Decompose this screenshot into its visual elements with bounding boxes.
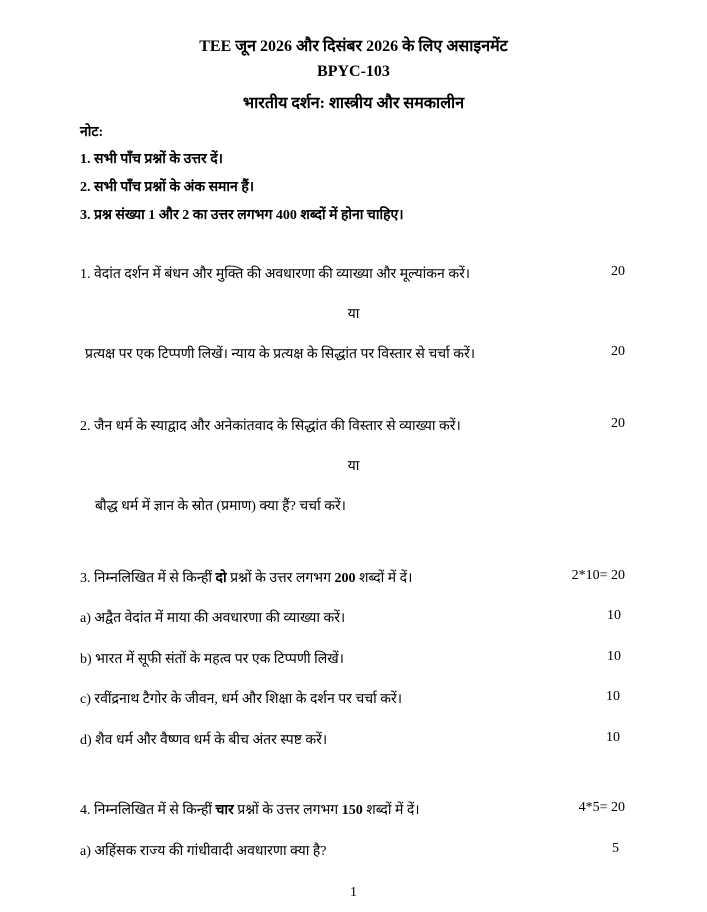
question-1-alt-marks: 20 bbox=[611, 344, 625, 359]
question-4a-marks: 5 bbox=[612, 841, 619, 856]
question-3-word-limit: 200 bbox=[334, 571, 356, 586]
question-4-pre: 4. निम्नलिखित में से किन्हीं bbox=[80, 803, 216, 818]
question-1-alt-text: प्रत्यक्ष पर एक टिप्पणी लिखें। न्याय के प्रत्यक्ष के सिद्धांत पर विस्तार से चर्चा करें। bbox=[85, 347, 476, 362]
question-4-post: शब्दों में दें। bbox=[362, 803, 420, 818]
note-item-2: 2. सभी पाँच प्रश्नों के अंक समान हैं। bbox=[80, 180, 255, 195]
note-label: नोट: bbox=[80, 125, 104, 140]
course-name: भारतीय दर्शन: शास्त्रीय और समकालीन bbox=[242, 95, 465, 112]
question-3d-text: d) शैव धर्म और वैष्णव धर्म के बीच अंतर स्पष्ट करें। bbox=[80, 733, 328, 748]
page-number: 1 bbox=[350, 885, 357, 900]
question-3-count: दो bbox=[215, 571, 227, 586]
question-3-pre: 3. निम्नलिखित में से किन्हीं bbox=[80, 571, 216, 586]
question-2-text: 2. जैन धर्म के स्याद्वाद और अनेकांतवाद के सिद्धांत की विस्तार से व्याख्या करें। bbox=[80, 419, 461, 434]
question-3a-marks: 10 bbox=[607, 608, 621, 623]
question-2-marks: 20 bbox=[611, 416, 625, 431]
question-4-mid: प्रश्नों के उत्तर लगभग bbox=[233, 803, 342, 818]
note-item-3: 3. प्रश्न संख्या 1 और 2 का उत्तर लगभग 400 शब्दों में होना चाहिए। bbox=[80, 208, 404, 223]
question-1-or: या bbox=[347, 307, 360, 322]
assignment-title: TEE जून 2026 और दिसंबर 2026 के लिए असाइनमेंट bbox=[199, 38, 508, 55]
question-3c-marks: 10 bbox=[606, 689, 620, 704]
question-1-marks: 20 bbox=[611, 264, 625, 279]
question-3a-text: a) अद्वैत वेदांत में माया की अवधारणा की व्याख्या करें। bbox=[80, 611, 346, 626]
question-4-text bbox=[80, 800, 420, 819]
question-3-marks: 2*10= 20 bbox=[571, 568, 625, 583]
question-3c-text: c) रवींद्रनाथ टैगोर के जीवन, धर्म और शिक्षा के दर्शन पर चर्चा करें। bbox=[80, 692, 403, 707]
note-item-1: 1. सभी पाँच प्रश्नों के उत्तर दें। bbox=[80, 152, 223, 167]
question-3-mid: प्रश्नों के उत्तर लगभग bbox=[226, 571, 335, 586]
question-2-or: या bbox=[347, 459, 360, 474]
question-4-word-limit: 150 bbox=[341, 803, 363, 818]
question-3b-marks: 10 bbox=[607, 649, 621, 664]
question-3-text bbox=[80, 568, 412, 587]
question-3d-marks: 10 bbox=[606, 730, 620, 745]
question-3-post: शब्दों में दें। bbox=[355, 571, 413, 586]
question-3b-text: b) भारत में सूफी संतों के महत्व पर एक टिप्पणी लिखें। bbox=[80, 652, 344, 667]
question-2-alt-text: बौद्ध धर्म में ज्ञान के स्रोत (प्रमाण) क्या हैं? चर्चा करें। bbox=[95, 499, 346, 514]
question-4a-text: a) अहिंसक राज्य की गांधीवादी अवधारणा क्या है? bbox=[80, 844, 327, 859]
course-code: BPYC-103 bbox=[317, 63, 390, 80]
question-4-marks: 4*5= 20 bbox=[578, 800, 625, 815]
question-1-text: 1. वेदांत दर्शन में बंधन और मुक्ति की अवधारणा की व्याख्या और मूल्यांकन करें। bbox=[80, 267, 471, 282]
question-4-count: चार bbox=[215, 803, 234, 818]
